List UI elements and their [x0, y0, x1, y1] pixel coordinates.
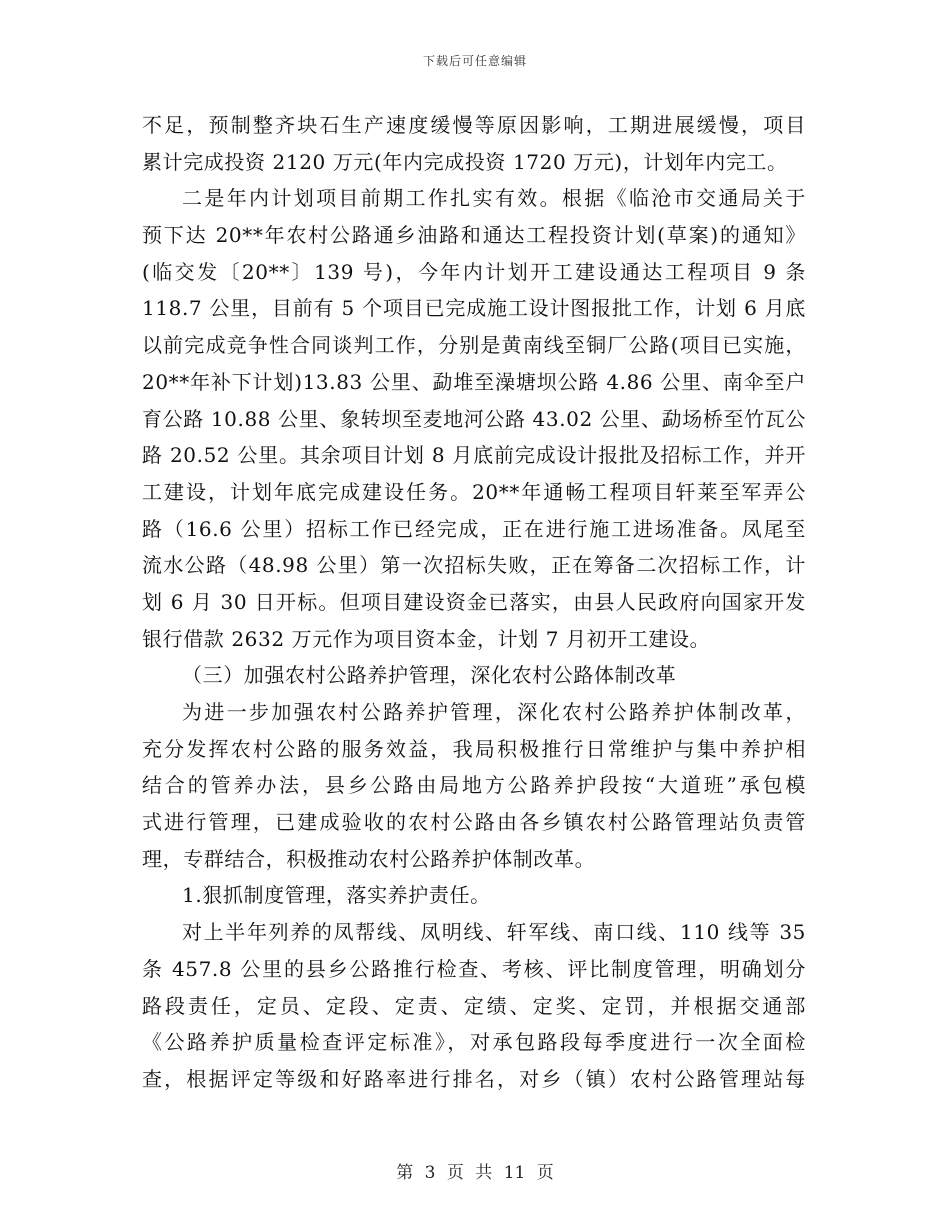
text-line: 累计完成投资 2120 万元(年内完成投资 1720 万元)，计划年内完工。	[142, 149, 788, 174]
text-line: 流水公路（48.98 公里）第一次招标失败，正在筹备二次招标工作，计	[142, 553, 806, 578]
text-line: 预下达 20**年农村公路通乡油路和通达工程投资计划(草案)的通知》	[142, 223, 806, 248]
paragraph-start-line: 二是年内计划项目前期工作扎实有效。根据《临沧市交通局关于	[182, 186, 806, 211]
text-line: (临交发〔20**〕139 号)，今年内计划开工建设通达工程项目 9 条	[142, 259, 806, 284]
text-line: 理，专群结合，积极推动农村公路养护体制改革。	[142, 846, 596, 871]
text-line: 划 6 月 30 日开标。但项目建设资金已落实，由县人民政府向国家开发	[142, 589, 806, 614]
text-line: 条 457.8 公里的县乡公路推行检查、考核、评比制度管理，明确划分	[142, 956, 806, 981]
text-line: 路 20.52 公里。其余项目计划 8 月底前完成设计报批及招标工作，并开	[142, 443, 806, 468]
text-line: 20**年补下计划)13.83 公里、勐堆至澡塘坝公路 4.86 公里、南伞至户	[142, 369, 806, 394]
text-line: 式进行管理，已建成验收的农村公路由各乡镇农村公路管理站负责管	[142, 810, 806, 835]
text-line: 以前完成竞争性合同谈判工作，分别是黄南线至铜厂公路(项目已实施，	[142, 333, 806, 358]
text-line: 结合的管养办法，县乡公路由局地方公路养护段按“大道班”承包模	[142, 773, 806, 798]
text-line: 118.7 公里，目前有 5 个项目已完成施工设计图报批工作，计划 6 月底	[142, 296, 806, 321]
section-heading: （三）加强农村公路养护管理，深化农村公路体制改革	[182, 663, 677, 688]
text-line: 《公路养护质量检查评定标准》，对承包路段每季度进行一次全面检	[142, 1030, 806, 1055]
text-line: 工建设，计划年底完成建设任务。20**年通畅工程项目轩莱至军弄公	[142, 479, 806, 504]
subsection-heading: 1.狠抓制度管理，落实养护责任。	[182, 883, 491, 908]
document-body	[142, 107, 806, 1098]
text-line: 路（16.6 公里）招标工作已经完成，正在进行施工进场准备。凤尾至	[142, 516, 806, 541]
paragraph-start-line: 对上半年列养的凤帮线、凤明线、轩军线、南口线、110 线等 35	[182, 920, 806, 945]
page-header-note: 下载后可任意编辑	[422, 54, 527, 68]
text-line: 不足，预制整齐块石生产速度缓慢等原因影响，工期进展缓慢，项目	[142, 113, 806, 137]
text-line: 充分发挥农村公路的服务效益，我局积极推行日常维护与集中养护相	[142, 736, 806, 761]
text-line: 育公路 10.88 公里、象转坝至麦地河公路 43.02 公里、勐场桥至竹瓦公	[142, 406, 806, 431]
text-line: 路段责任，定员、定段、定责、定绩、定奖、定罚，并根据交通部	[142, 993, 806, 1018]
page-number-footer: 第 3 页 共 11 页	[396, 1163, 554, 1183]
paragraph-start-line: 为进一步加强农村公路养护管理，深化农村公路养护体制改革，	[182, 700, 806, 724]
text-line: 银行借款 2632 万元作为项目资本金，计划 7 月初开工建设。	[142, 626, 711, 651]
text-line: 查，根据评定等级和好路率进行排名，对乡（镇）农村公路管理站每	[142, 1066, 806, 1091]
